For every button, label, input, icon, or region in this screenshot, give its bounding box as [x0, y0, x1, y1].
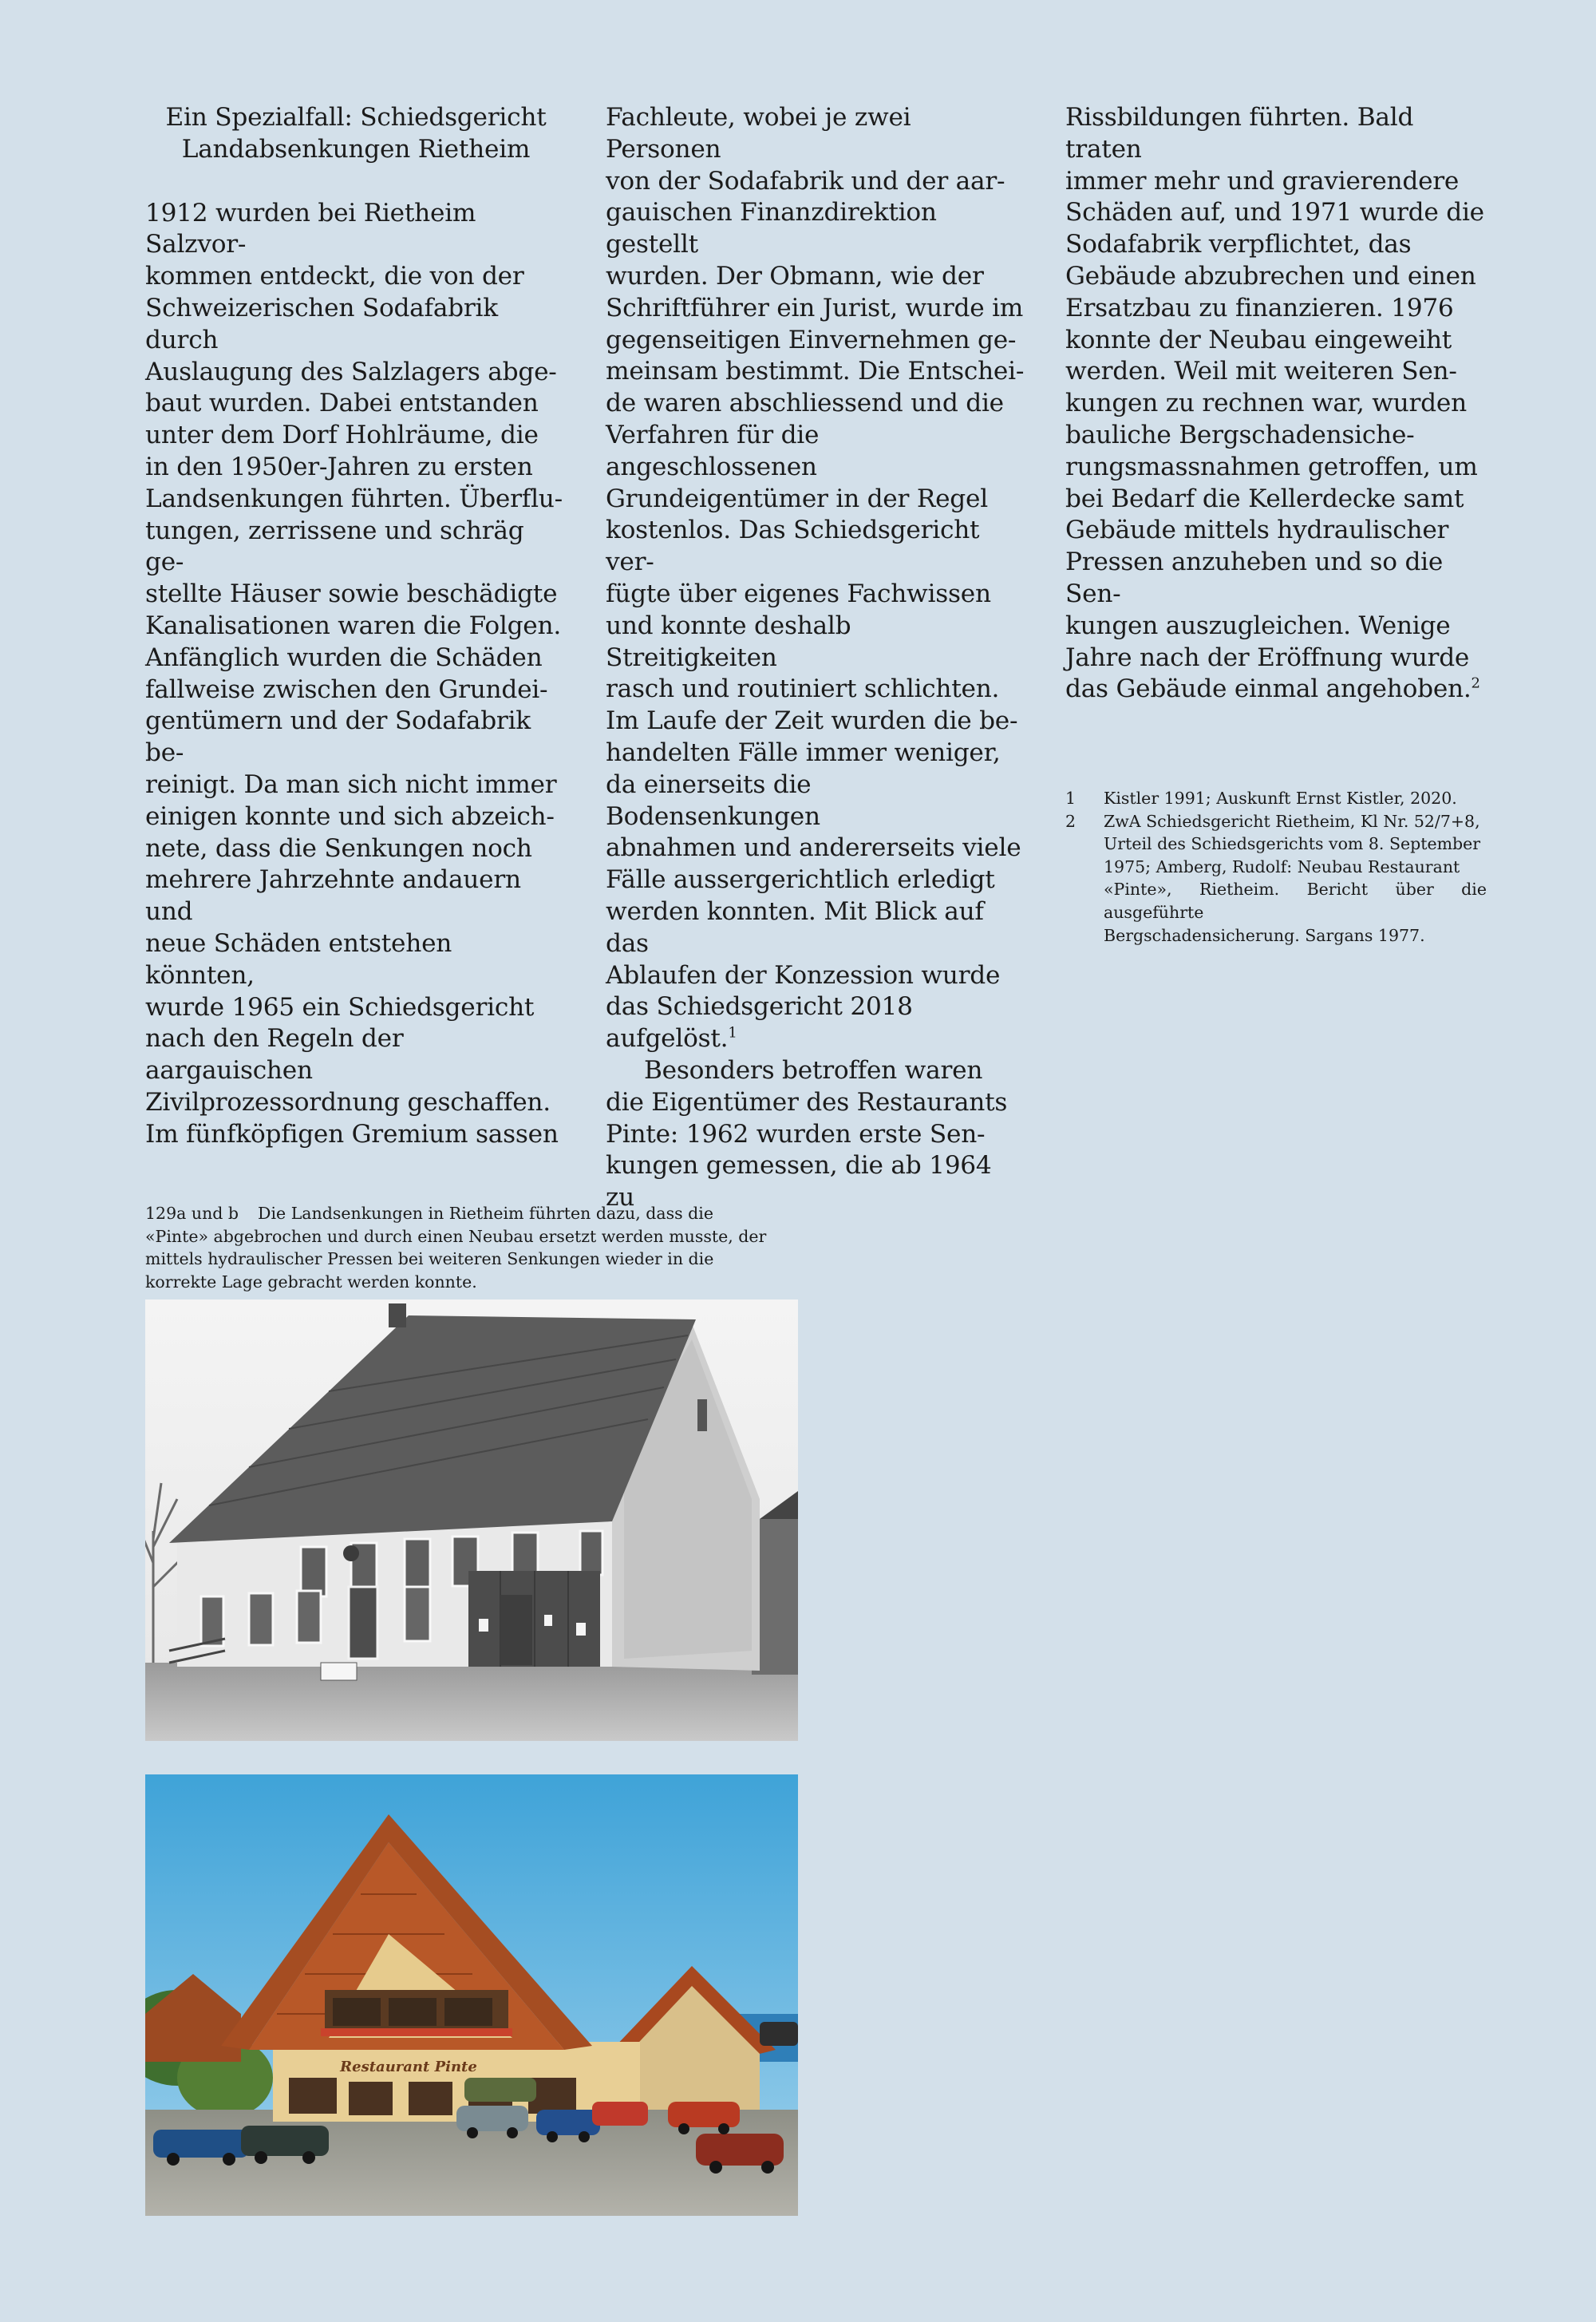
figure-caption — [145, 1202, 800, 1293]
footnote-ref-1[interactable]: 1 — [728, 1024, 737, 1042]
text-column-1 — [145, 102, 567, 1151]
paragraph-4-text: Rissbildungen führten. Bald traten immer mehr und gravierendere Schäden auf, und 1971 wurde die Sodafabrik verpflichtet, das Gebäude abzubrechen und einen Ersatzbau zu finanzieren. 1976 konnte der Neubau eingeweiht werden. Weil mit weiteren Sen- kungen zu rechnen war, wurden bauliche Bergschadensiche- rungsmassnahmen getroffen, um bei Bedarf die Kellerdecke samt Gebäude mittels hydraulischer Pressen anzuheben und so die Sen- kungen auszugleichen. Wenige Jahre nach der Eröffnung wurde das Gebäude einmal angehoben. — [1065, 103, 1484, 704]
footnote-text: ZwA Schiedsgericht Rietheim, Kl Nr. 52/7+8, Urteil des Schiedsgerichts vom 8. September 1975; Amberg, Rudolf: Neubau Restaurant «Pinte», Rietheim. Bericht über die ausgeführte Bergschadensicherung. Sargans 1977. — [1104, 811, 1487, 945]
footnotes — [1065, 787, 1487, 947]
paragraph-2-text: Fachleute, wobei je zwei Personen von der Sodafabrik und der aar- gauischen Finanzdirektion gestellt wurden. Der Obmann, wie der Schriftführer ein Jurist, wurde im gegenseitigen Einvernehmen ge- meinsam bestimmt. Die Entschei- de waren abschliessend und die Verfahren für die angeschlossenen Grundeigentümer in der Regel kostenlos. Das Schiedsgericht ver- fügte über eigenes Fachwissen und konnte deshalb Streitigkeiten rasch und routiniert schlichten. Im Laufe der Zeit wurden die be- handelten Fälle immer weniger, da einerseits die Bodensenkungen abnahmen und andererseits viele Fälle aussergerichtlich erledigt werden konnten. Mit Blick auf das Ablaufen der Konzession wurde das Schiedsgericht 2018 aufgelöst. — [606, 103, 1025, 1054]
photo-new-pinte-drawing — [145, 1774, 798, 2216]
restaurant-sign: Restaurant Pinte — [340, 2059, 477, 2075]
paragraph-4 — [1065, 102, 1487, 706]
footnote-number: 1 — [1065, 789, 1077, 808]
paragraph-2 — [606, 102, 1027, 1055]
photo-old-pinte — [145, 1299, 798, 1741]
caption-text: Die Landsenkungen in Rietheim führten dazu, dass die «Pinte» abgebrochen und durch einen Neubau ersetzt werden musste, der mittels hydraulischer Pressen bei weiteren Senkungen wieder in die korrekte Lage gebracht werden konnte. — [145, 1204, 767, 1292]
text-column-3 — [1065, 102, 1487, 706]
footnote-number: 2 — [1065, 811, 1077, 831]
text-column-2 — [606, 102, 1027, 1214]
paragraph-1: 1912 wurden bei Rietheim Salzvor- kommen entdeckt, die von der Schweizerischen Sodafabrik durch Auslaugung des Salzlagers abge- baut wurden. Dabei entstanden unter dem Dorf Hohlräume, die in den 1950er-Jahren zu ersten Landsenkungen führten. Überflu- tungen, zerrissene und schräg ge- stellte Häuser sowie beschädigte Kanalisationen waren die Folgen. Anfänglich wurden die Schäden fallweise zwischen den Grundei- gentümern und der Sodafabrik be- reinigt. Da man sich nicht immer einigen konnte und sich abzeich- nete, dass die Senkungen noch mehrere Jahrzehnte andauern und neue Schäden entstehen könnten, wurde 1965 ein Schiedsgericht nach den Regeln der aargauischen Zivilprozessordnung geschaffen. Im fünfköpfigen Gremium sassen — [145, 198, 563, 1149]
footnote-1 — [1065, 787, 1487, 810]
footnote-ref-2[interactable]: 2 — [1471, 674, 1480, 692]
photo-new-pinte — [145, 1774, 798, 2216]
figure-number: 129a und b — [145, 1204, 239, 1223]
photo-old-pinte-drawing — [145, 1299, 798, 1741]
footnote-2 — [1065, 810, 1487, 947]
paragraph-3: Besonders betroffen waren die Eigentümer des Restaurants Pinte: 1962 wurden erste Sen- kungen gemessen, die ab 1964 zu — [606, 1055, 1008, 1212]
section-heading: Ein Spezialfall: Schiedsgericht Landabsenkungen Rietheim — [165, 103, 547, 164]
footnote-text: Kistler 1991; Auskunft Ernst Kistler, 2020. — [1104, 789, 1457, 808]
